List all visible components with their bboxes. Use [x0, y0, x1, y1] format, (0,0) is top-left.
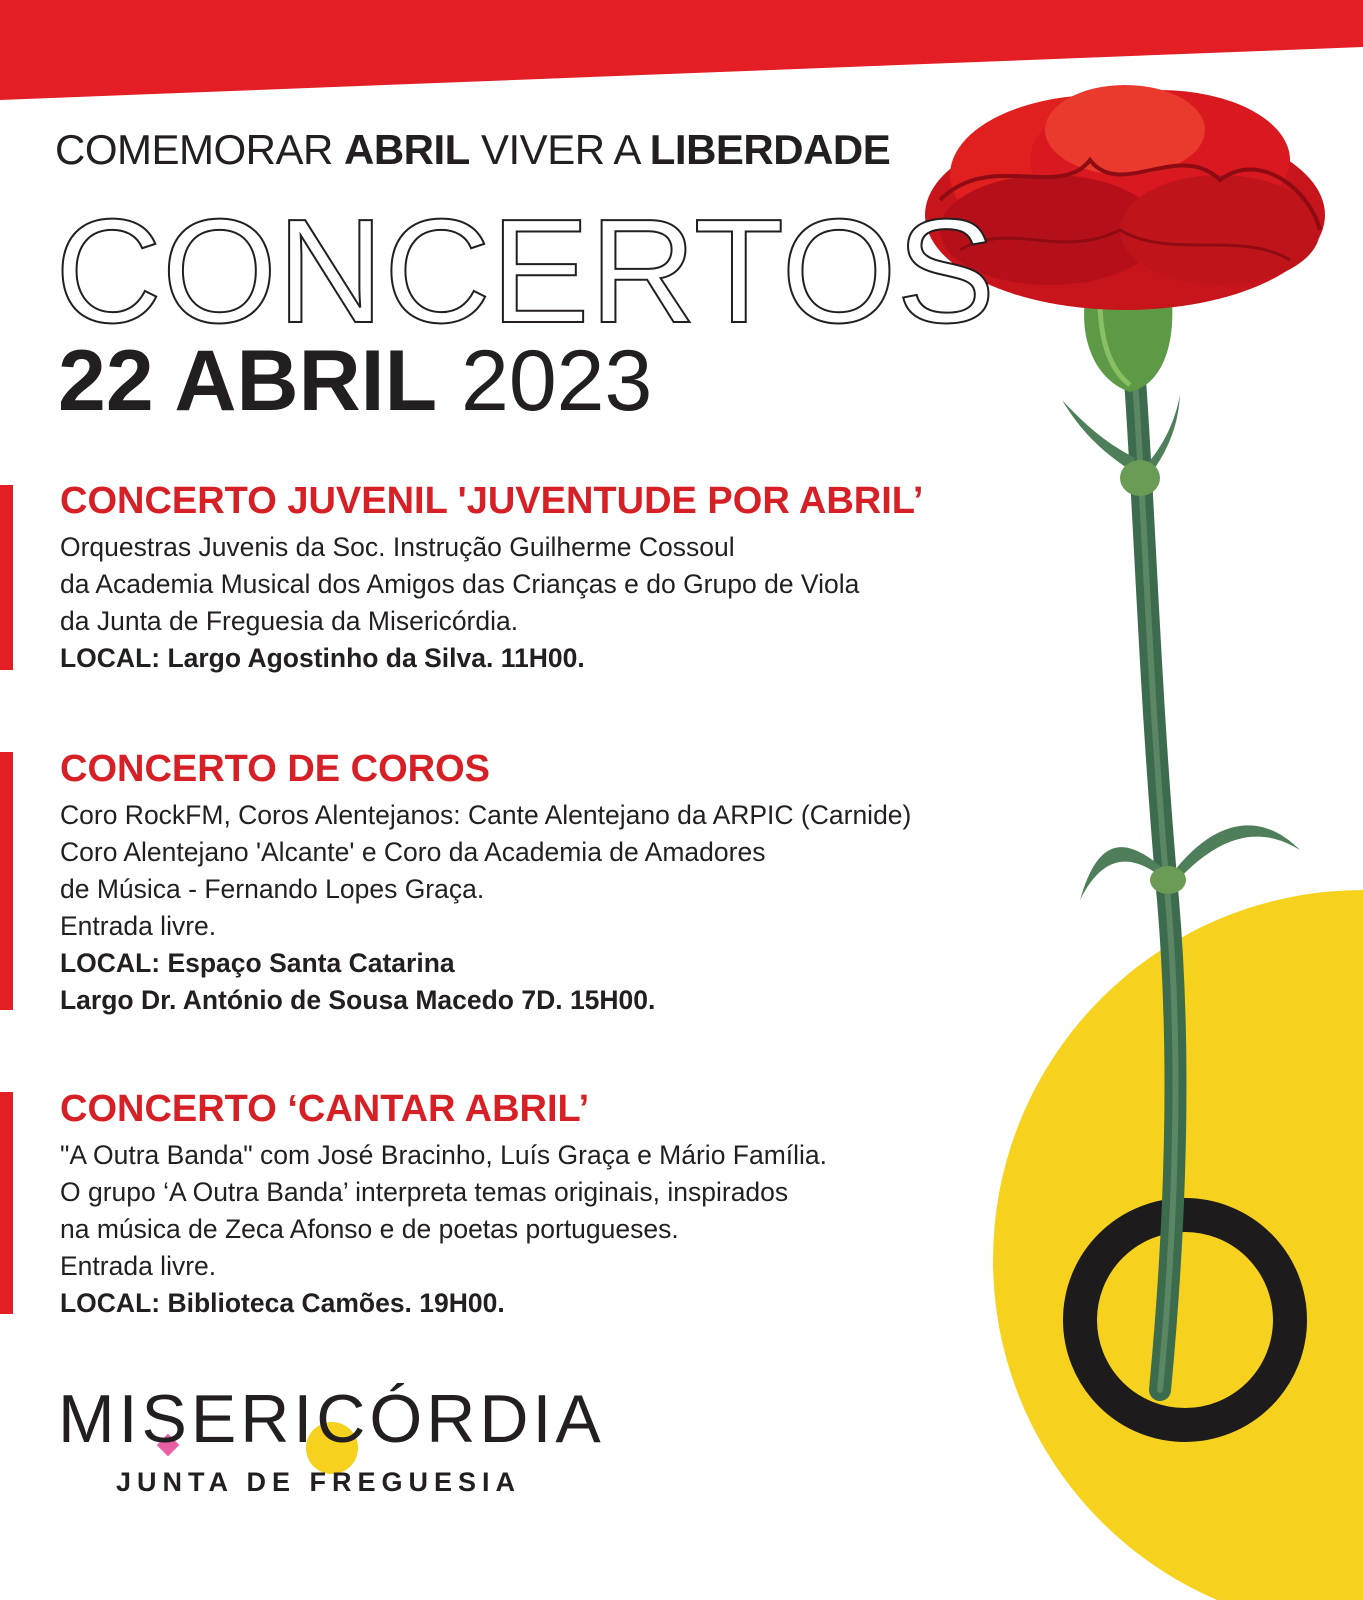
concert-title: CONCERTO DE COROS: [60, 748, 491, 790]
concert-description: Entrada livre.: [60, 1251, 217, 1281]
section-accent-bar: [0, 485, 13, 670]
concert-description: Entrada livre.: [60, 911, 217, 941]
concert-location: LOCAL: Biblioteca Camões. 19H00.: [60, 1288, 505, 1318]
concert-location: LOCAL: Espaço Santa Catarina: [60, 948, 455, 978]
tagline-part: LIBERDADE: [649, 126, 891, 173]
concert-title: CONCERTO JUVENIL 'JUVENTUDE POR ABRIL’: [60, 480, 924, 522]
tagline-part: ABRIL: [344, 126, 470, 173]
concert-section-juvenil: [60, 480, 923, 677]
section-accent-bar: [0, 752, 13, 1010]
tagline-part: VIVER A: [469, 126, 650, 173]
concert-location: Largo Dr. António de Sousa Macedo 7D. 15H00.: [60, 985, 656, 1015]
concert-description: Coro Alentejano 'Alcante' e Coro da Academia de Amadores: [60, 837, 766, 867]
logo-wordmark: MISERICÓRDIA: [58, 1381, 605, 1457]
page-title: CONCERTOS: [55, 189, 996, 354]
concert-description: de Música - Fernando Lopes Graça.: [60, 874, 485, 904]
concert-description: Coro RockFM, Coros Alentejanos: Cante Alentejano da ARPIC (Carnide): [60, 800, 912, 830]
concert-title: CONCERTO ‘CANTAR ABRIL’: [60, 1088, 590, 1130]
concert-description: O grupo ‘A Outra Banda’ interpreta temas originais, inspirados: [60, 1177, 789, 1207]
tagline: [55, 126, 890, 174]
concert-section-coros: [60, 748, 911, 1019]
top-red-band: [0, 0, 1363, 100]
concert-location: LOCAL: Largo Agostinho da Silva. 11H00.: [60, 643, 585, 673]
event-date-year: 2023: [437, 333, 653, 429]
event-date: [58, 333, 653, 429]
concert-description: da Junta de Freguesia da Misericórdia.: [60, 606, 519, 636]
concert-description: na música de Zeca Afonso e de poetas portugueses.: [60, 1214, 679, 1244]
logo-subtitle: JUNTA DE FREGUESIA: [116, 1467, 522, 1497]
tagline-part: COMEMORAR: [55, 126, 344, 173]
concert-description: da Academia Musical dos Amigos das Crianças e do Grupo de Viola: [60, 569, 860, 599]
concert-section-cantar-abril: [60, 1088, 827, 1322]
event-date-day: 22 ABRIL: [58, 333, 438, 429]
misericordia-logo: [58, 1381, 605, 1498]
concert-description: "A Outra Banda" com José Bracinho, Luís Graça e Mário Família.: [60, 1140, 828, 1170]
concert-description: Orquestras Juvenis da Soc. Instrução Guilherme Cossoul: [60, 532, 735, 562]
section-accent-bar: [0, 1092, 13, 1314]
